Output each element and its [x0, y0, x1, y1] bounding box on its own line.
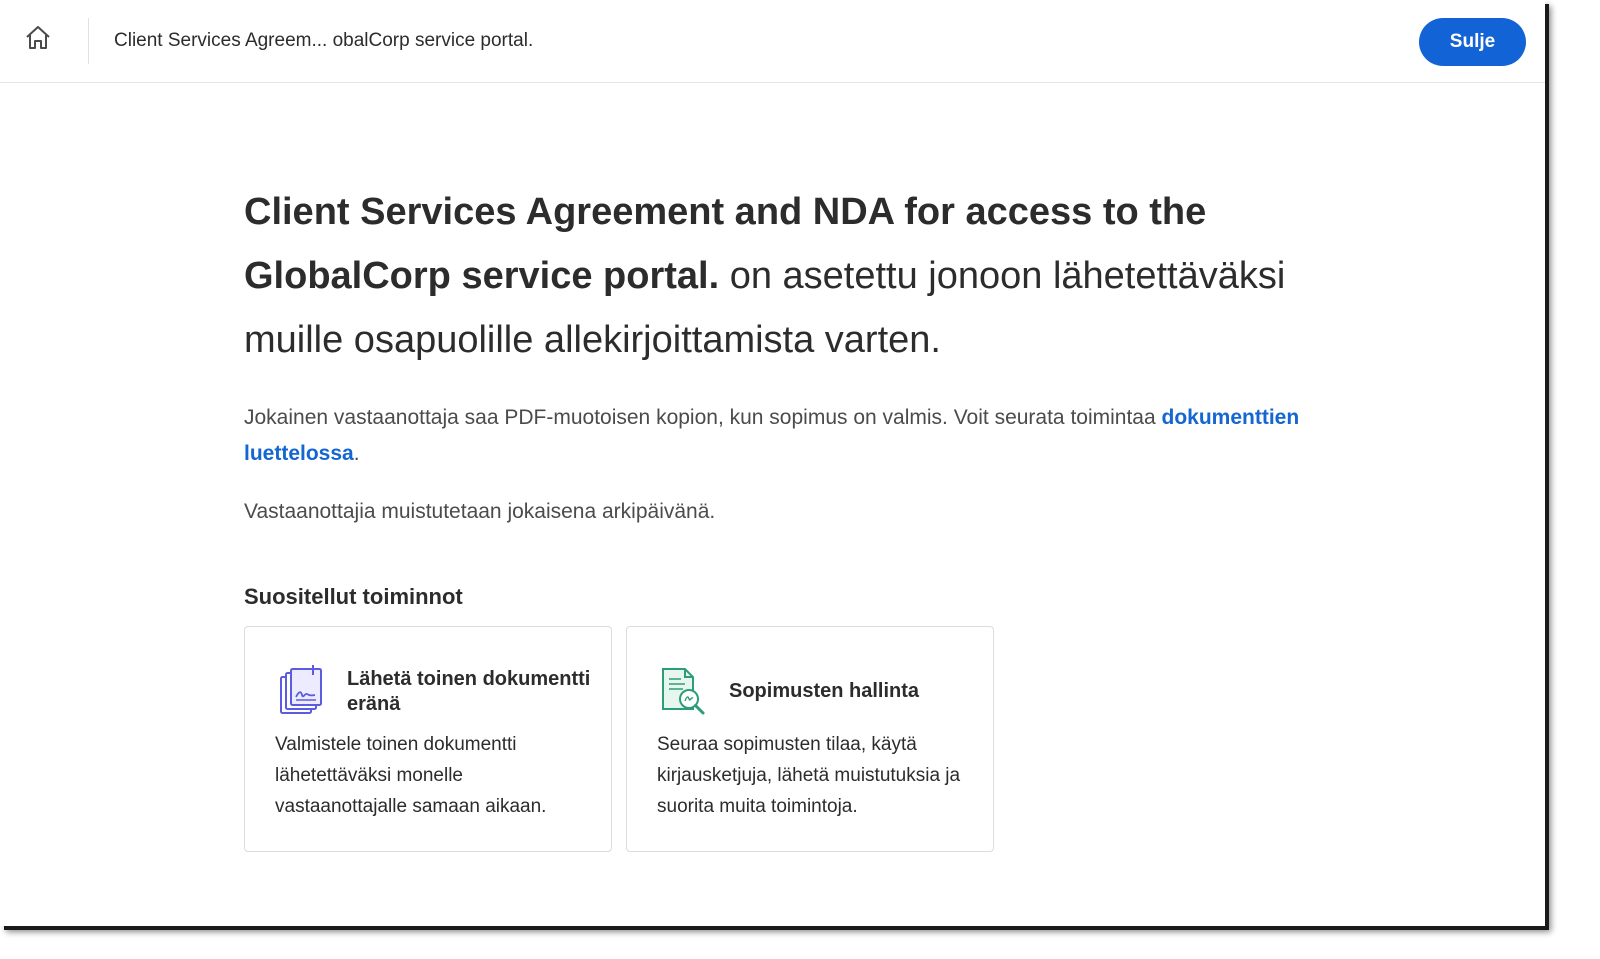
manage-agreements-description: Seuraa sopimusten tilaa, käytä kirjausketjuja, lähetä muistutuksia ja suorita muita toimintoja.: [657, 734, 961, 817]
document-name: Client Services Agreement and NDA for access to the GlobalCorp service portal.: [244, 191, 1207, 297]
info-text: Jokainen vastaanottaja saa PDF-muotoisen kopion, kun sopimus on valmis. Voit seurata toimintaa: [244, 406, 1162, 429]
bulk-send-card[interactable]: [244, 626, 612, 852]
agreement-search-icon: [659, 663, 711, 719]
home-icon: [24, 24, 52, 57]
manage-agreements-title: Sopimusten hallinta: [729, 680, 920, 702]
header-divider: [88, 18, 89, 64]
home-button[interactable]: [18, 20, 58, 60]
document-title: Client Services Agreem... obalCorp service portal.: [114, 30, 534, 51]
main-content: [244, 180, 1304, 817]
bulk-send-document-icon: [277, 663, 329, 719]
confirmation-headline: [244, 180, 1304, 372]
info-end: .: [353, 442, 360, 465]
top-bar: [0, 0, 1545, 83]
manage-agreements-card[interactable]: [626, 626, 994, 852]
recommended-actions-title: Suositellut toiminnot: [244, 584, 463, 609]
bulk-send-title: Lähetä toinen dokumentti eränä: [347, 668, 591, 715]
headline-status-text: on asetettu jonoon lähetettäväksi muille osapuolille allekirjoittamista varten.: [244, 255, 1286, 361]
documents-list-link[interactable]: dokumenttien luettelossa: [244, 406, 1300, 465]
reminder-text: Vastaanottajia muistutetaan jokaisena arkipäivänä.: [244, 500, 716, 523]
bulk-send-description: Valmistele toinen dokumentti lähetettäväksi monelle vastaanottajalle samaan aikaan.: [275, 734, 547, 817]
copy-info-text: [244, 400, 1304, 472]
close-button[interactable]: Sulje: [1419, 18, 1526, 66]
